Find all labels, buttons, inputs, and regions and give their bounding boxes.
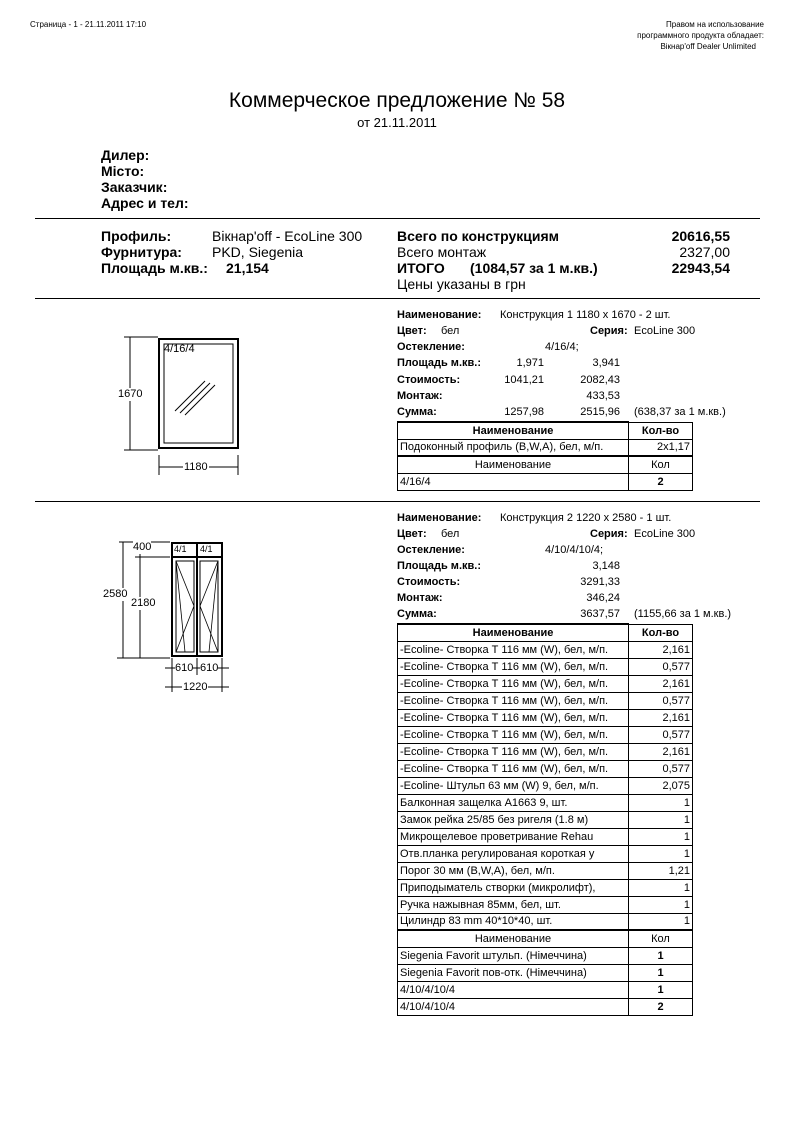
name-value: Конструкция 2 1220 x 2580 - 1 шт. xyxy=(500,512,672,524)
item-qty: 1,21 xyxy=(629,862,693,879)
table-row xyxy=(398,947,693,964)
cost-total: 2082,43 xyxy=(580,374,620,386)
column-header-name: Наименование xyxy=(398,930,629,947)
table-row xyxy=(398,811,693,828)
sum-total: 3637,57 xyxy=(580,608,620,620)
glass-mark xyxy=(175,381,205,411)
item-qty: 1 xyxy=(629,811,693,828)
rights-line-3: Вікнар'off Dealer Unlimited xyxy=(660,42,756,51)
glazing-value: 4/16/4; xyxy=(545,341,579,353)
table-row xyxy=(398,879,693,896)
name-value: Конструкция 1 1180 x 1670 - 2 шт. xyxy=(500,309,671,321)
item-name: Подоконный профиль (B,W,A), бел, м/п. xyxy=(398,439,629,456)
item-qty: 1 xyxy=(629,981,693,998)
document-date: от 21.11.2011 xyxy=(357,115,437,130)
profile-label: Профиль: xyxy=(101,228,172,244)
item-qty: 0,577 xyxy=(629,658,693,675)
profile-value: Вікнар'off - EcoLine 300 xyxy=(212,228,363,244)
area-one: 1,971 xyxy=(516,357,544,369)
table-row xyxy=(398,658,693,675)
cost-label: Стоимость: xyxy=(397,576,461,588)
item-qty: 2,075 xyxy=(629,777,693,794)
table-row xyxy=(398,726,693,743)
column-header-name: Наименование xyxy=(398,624,629,641)
glass-label: 4/16/4 xyxy=(164,343,195,355)
item-name: -Ecoline- Створка Т 116 мм (W), бел, м/п. xyxy=(398,675,629,692)
divider xyxy=(35,501,760,502)
table-row xyxy=(398,862,693,879)
customer-label: Заказчик: xyxy=(101,179,168,195)
table-row xyxy=(398,439,693,456)
area-label: Площадь м.кв.: xyxy=(397,560,481,572)
name-label: Наименование: xyxy=(397,309,482,321)
dealer-label: Дилер: xyxy=(101,147,150,163)
construction-2-spec-table xyxy=(397,623,693,1016)
opening-mark xyxy=(209,561,218,652)
item-name: Приподыматель створки (микролифт), xyxy=(398,879,629,896)
sum-label: Сумма: xyxy=(397,608,437,620)
right-sash xyxy=(200,561,218,652)
column-header-name: Наименование xyxy=(398,422,629,439)
item-qty: 1 xyxy=(629,947,693,964)
item-qty: 1 xyxy=(629,794,693,811)
area-total: 3,941 xyxy=(592,357,620,369)
color-value: бел xyxy=(441,528,460,540)
item-name: Замок рейка 25/85 без ригеля (1.8 м) xyxy=(398,811,629,828)
sum-total: 2515,96 xyxy=(580,406,620,418)
series-label: Серия: xyxy=(590,528,628,540)
total-label: ИТОГО xyxy=(397,260,445,276)
height-dimension: 1670 xyxy=(118,388,143,400)
total-constructions-label: Всего по конструкциям xyxy=(397,228,560,244)
left-sash-width: 610 xyxy=(175,662,194,674)
divider xyxy=(35,298,760,299)
item-name: -Ecoline- Штульп 63 мм (W) 9, бел, м/п. xyxy=(398,777,629,794)
sum-per-m2: (1155,66 за 1 м.кв.) xyxy=(634,608,732,620)
item-qty: 2,161 xyxy=(629,675,693,692)
item-name: -Ecoline- Створка Т 116 мм (W), бел, м/п. xyxy=(398,743,629,760)
table-row xyxy=(398,641,693,658)
height-dimension: 2580 xyxy=(103,588,128,600)
sum-per-m2: (638,37 за 1 м.кв.) xyxy=(634,406,726,418)
item-name: 4/16/4 xyxy=(398,473,629,490)
table-row xyxy=(398,998,693,1015)
page-info: Страница - 1 - 21.11.2011 17:10 xyxy=(30,20,147,29)
item-name: Отв.планка регулированая короткая у xyxy=(398,845,629,862)
item-qty: 2 xyxy=(629,473,693,490)
item-name: Микрощелевое проветривание Rehau xyxy=(398,828,629,845)
table-row xyxy=(398,760,693,777)
hardware-value: PKD, Siegenia xyxy=(212,244,304,260)
area-total: 3,148 xyxy=(592,560,620,572)
item-qty: 1 xyxy=(629,845,693,862)
glass-label-left: 4/1 xyxy=(174,544,187,554)
item-name: Siegenia Favorit пов-отк. (Німеччина) xyxy=(398,964,629,981)
glazing-label: Остекление: xyxy=(397,341,465,353)
item-name: -Ecoline- Створка Т 116 мм (W), бел, м/п. xyxy=(398,692,629,709)
item-name: -Ecoline- Створка Т 116 мм (W), бел, м/п. xyxy=(398,658,629,675)
currency-note: Цены указаны в грн xyxy=(397,276,526,292)
total-value: 22943,54 xyxy=(671,260,730,276)
cost-total: 3291,33 xyxy=(580,576,620,588)
item-name: -Ecoline- Створка Т 116 мм (W), бел, м/п. xyxy=(398,641,629,658)
item-qty: 1 xyxy=(629,879,693,896)
item-qty: 1 xyxy=(629,913,693,930)
install-value: 346,24 xyxy=(586,592,620,604)
install-label: Монтаж: xyxy=(397,390,443,402)
item-name: Ручка нажывная 85мм, бел, шт. xyxy=(398,896,629,913)
install-label: Монтаж: xyxy=(397,592,443,604)
area-value: 21,154 xyxy=(226,260,269,276)
install-value: 433,53 xyxy=(586,390,620,402)
column-header-qty: Кол xyxy=(629,930,693,947)
item-name: -Ecoline- Створка Т 116 мм (W), бел, м/п. xyxy=(398,709,629,726)
item-qty: 2x1,17 xyxy=(629,439,693,456)
column-header-qty: Кол-во xyxy=(629,624,693,641)
table-row xyxy=(398,845,693,862)
table-row xyxy=(398,675,693,692)
item-qty: 0,577 xyxy=(629,760,693,777)
total-constructions-value: 20616,55 xyxy=(671,228,730,244)
sum-one: 1257,98 xyxy=(504,406,544,418)
total-install-value: 2327,00 xyxy=(679,244,730,260)
area-label: Площадь м.кв.: xyxy=(397,357,481,369)
column-header-name: Наименование xyxy=(398,456,629,473)
item-name: 4/10/4/10/4 xyxy=(398,981,629,998)
item-qty: 0,577 xyxy=(629,692,693,709)
item-name: -Ecoline- Створка Т 116 мм (W), бел, м/п. xyxy=(398,760,629,777)
sum-label: Сумма: xyxy=(397,406,437,418)
table-row xyxy=(398,828,693,845)
table-row xyxy=(398,473,693,490)
glazing-value: 4/10/4/10/4; xyxy=(545,544,604,556)
table-row xyxy=(398,743,693,760)
right-sash-width: 610 xyxy=(200,662,219,674)
divider xyxy=(35,218,760,219)
item-qty: 1 xyxy=(629,828,693,845)
item-name: 4/10/4/10/4 xyxy=(398,998,629,1015)
width-dimension: 1220 xyxy=(183,681,208,693)
rights-line-2: программного продукта обладает: xyxy=(637,31,764,40)
city-label: Місто: xyxy=(101,163,145,179)
opening-mark xyxy=(200,606,218,652)
item-qty: 0,577 xyxy=(629,726,693,743)
column-header-qty: Кол-во xyxy=(629,422,693,439)
item-qty: 1 xyxy=(629,964,693,981)
color-label: Цвет: xyxy=(397,528,427,540)
item-qty: 2,161 xyxy=(629,743,693,760)
table-row xyxy=(398,981,693,998)
inner-height-dimension: 2180 xyxy=(131,597,156,609)
glass-mark xyxy=(180,383,210,413)
area-label: Площадь м.кв.: xyxy=(101,260,208,276)
table-row xyxy=(398,964,693,981)
table-row xyxy=(398,913,693,930)
item-name: Siegenia Favorit штульп. (Німеччина) xyxy=(398,947,629,964)
document-title: Коммерческое предложение № 58 xyxy=(228,89,566,112)
table-row xyxy=(398,777,693,794)
item-name: Балконная защелка A1663 9, шт. xyxy=(398,794,629,811)
item-name: Цилиндр 83 mm 40*10*40, шт. xyxy=(398,913,629,930)
cost-label: Стоимость: xyxy=(397,374,461,386)
item-qty: 1 xyxy=(629,896,693,913)
window-sash xyxy=(164,344,233,443)
top-height-dimension: 400 xyxy=(133,541,152,553)
table-header xyxy=(398,624,693,641)
glass-label-right: 4/1 xyxy=(200,544,213,554)
cost-one: 1041,21 xyxy=(504,374,544,386)
glass-mark xyxy=(185,385,215,415)
construction-2-drawing xyxy=(95,530,255,705)
color-value: бел xyxy=(441,325,460,337)
width-dimension: 1180 xyxy=(184,461,208,473)
series-label: Серия: xyxy=(590,325,628,337)
construction-1-spec-table xyxy=(397,421,693,491)
item-name: -Ecoline- Створка Т 116 мм (W), бел, м/п. xyxy=(398,726,629,743)
table-row xyxy=(398,794,693,811)
hardware-label: Фурнитура: xyxy=(101,244,182,260)
table-header xyxy=(398,456,693,473)
color-label: Цвет: xyxy=(397,325,427,337)
opening-mark xyxy=(200,561,218,606)
total-install-label: Всего монтаж xyxy=(397,244,487,260)
opening-mark xyxy=(176,606,194,652)
series-value: EcoLine 300 xyxy=(634,325,696,337)
rights-line-1: Правом на использование xyxy=(666,20,764,29)
left-sash xyxy=(176,561,194,652)
address-label: Адрес и тел: xyxy=(101,195,189,211)
table-row xyxy=(398,692,693,709)
item-qty: 2,161 xyxy=(629,709,693,726)
name-label: Наименование: xyxy=(397,512,482,524)
item-qty: 2,161 xyxy=(629,641,693,658)
series-value: EcoLine 300 xyxy=(634,528,696,540)
table-row xyxy=(398,709,693,726)
item-name: Порог 30 мм (B,W,A), бел, м/п. xyxy=(398,862,629,879)
opening-mark xyxy=(176,561,185,652)
opening-mark xyxy=(176,561,194,606)
column-header-qty: Кол xyxy=(629,456,693,473)
table-header xyxy=(398,422,693,439)
total-per-m2: (1084,57 за 1 м.кв.) xyxy=(470,260,598,276)
item-qty: 2 xyxy=(629,998,693,1015)
table-row xyxy=(398,896,693,913)
table-header xyxy=(398,930,693,947)
glazing-label: Остекление: xyxy=(397,544,465,556)
